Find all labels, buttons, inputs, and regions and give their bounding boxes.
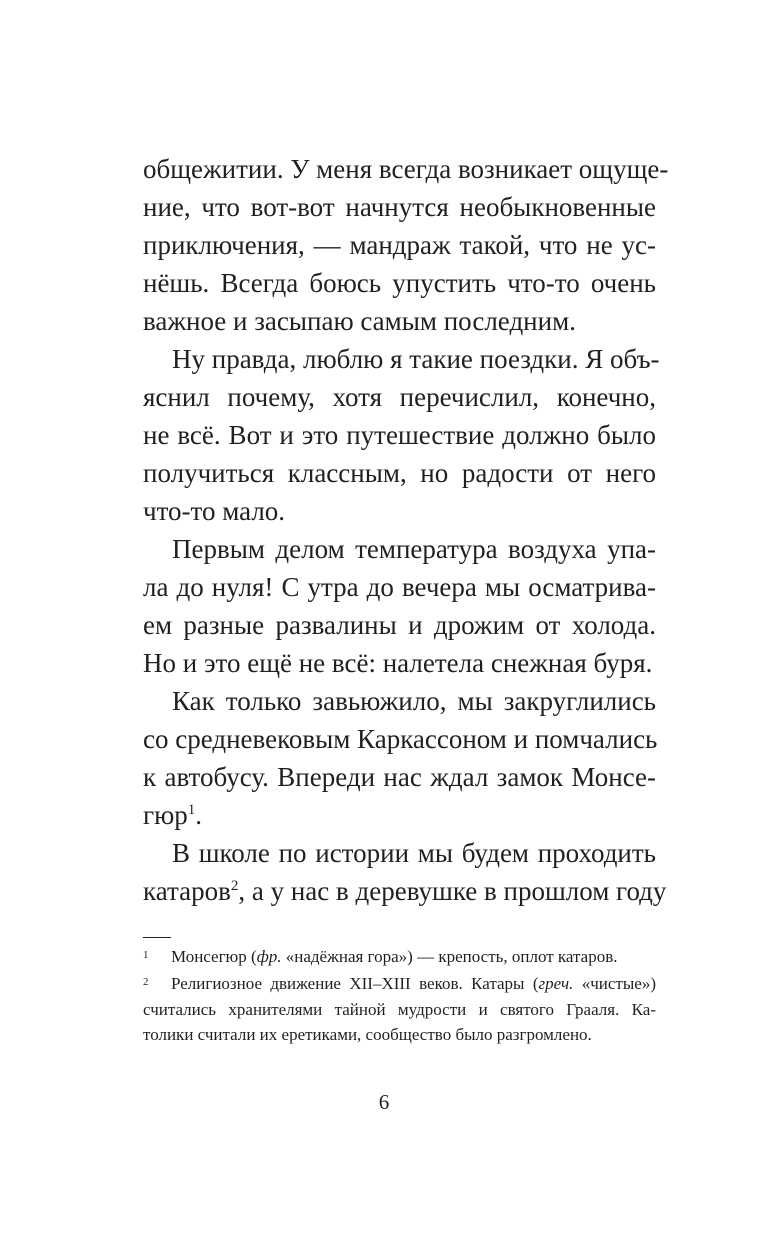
text-fragment: гюр (143, 800, 188, 830)
text-line: приключения, — мандраж такой, что не ус- (143, 230, 656, 260)
footnote-ref: 1 (187, 802, 196, 818)
text-line: со средневековым Каркассоном и помчались (143, 724, 658, 754)
text-fragment: , а у нас в деревушке в прошлом году (238, 876, 667, 906)
footnote-divider (143, 937, 171, 938)
text-line: ла до нуля! С утра до вечера мы осматрива- (143, 572, 656, 602)
footnote-line: толики считали их еретиками, сообщество было разгромлено. (143, 1025, 592, 1044)
text-line: Но и это ещё не всё: налетела снежная буря. (143, 648, 653, 678)
text-line: важное и засыпаю самым последним. (143, 306, 576, 336)
footnote-text (171, 945, 656, 969)
footnote-fragment: «чистые») (573, 974, 656, 993)
footnote-text (171, 972, 656, 996)
text-line: В школе по истории мы будем проходить (172, 838, 656, 868)
text-line: общежитии. У меня всегда возникает ощуще- (143, 154, 669, 184)
text-fragment: катаров (143, 876, 231, 906)
footnote-ref: 2 (230, 878, 239, 894)
text-line: что-то мало. (143, 496, 286, 526)
footnote-line: считались хранителями тайной мудрости и святого Грааля. Ка- (143, 1000, 656, 1019)
text-line: Первым делом температура воздуха упа- (172, 534, 656, 564)
text-line: к автобусу. Впереди нас ждал замок Монсе- (143, 762, 656, 792)
text-line: нёшь. Всегда боюсь упустить что-то очень (143, 268, 656, 298)
page-number: 6 (378, 1090, 390, 1114)
footnote-number: 1 (143, 949, 149, 961)
footnote-number: 2 (143, 976, 149, 988)
text-fragment: . (195, 800, 202, 830)
text-line: получиться классным, но радости от него (143, 458, 656, 488)
footnote-lang: фр. (256, 947, 282, 966)
text-line: ем разные развалины и дрожим от холода. (143, 610, 656, 640)
text-line: яснил почему, хотя перечислил, конечно, (143, 382, 656, 412)
text-line: Как только завьюжило, мы закруглились (172, 686, 656, 716)
footnote-term: Монсегюр ( (171, 947, 257, 966)
text-line (143, 872, 667, 910)
footnote-fragment: Религиозное движение XII–XIII веков. Катары ( (171, 974, 539, 993)
text-line: ние, что вот-вот начнутся необыкновенные (143, 192, 656, 222)
text-line: не всё. Вот и это путешествие должно было (143, 420, 656, 450)
footnote-lang: греч. (538, 974, 574, 993)
text-line: Ну правда, люблю я такие поездки. Я объ- (172, 344, 660, 374)
text-line (143, 796, 656, 834)
footnote-rest: «надёжная гора») — крепость, оплот катаров. (281, 947, 618, 966)
